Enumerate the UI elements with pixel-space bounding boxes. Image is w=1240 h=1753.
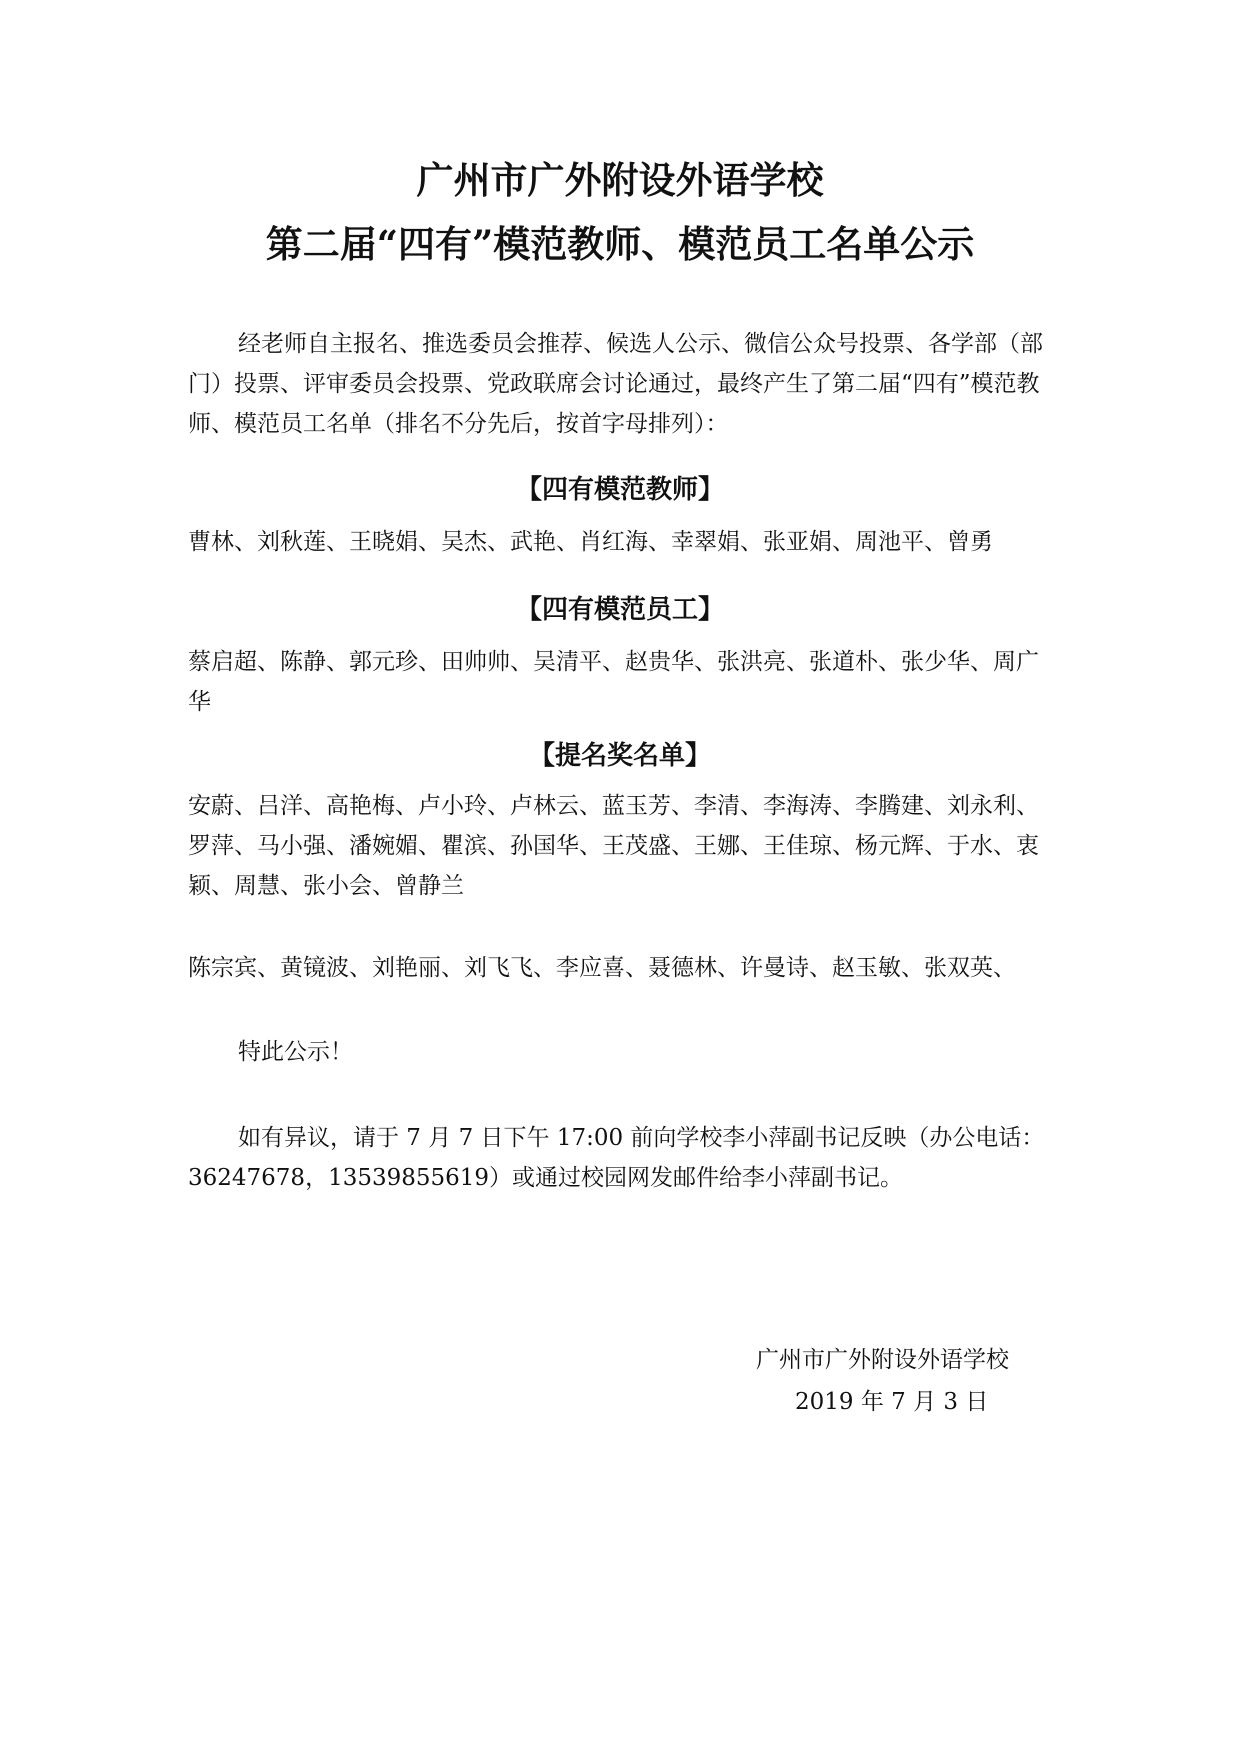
model-teachers-list: 曹林、刘秋莲、王晓娟、吴杰、武艳、肖红海、幸翠娟、张亚娟、周池平、曾勇: [188, 529, 993, 555]
closing-line: 特此公示！: [238, 1039, 353, 1065]
model-staff-list: 蔡启超、陈静、郭元珍、田帅帅、吴清平、赵贵华、张洪亮、张道朴、张少华、周广华: [188, 649, 1039, 715]
document-title: 广州市广外附设外语学校: [416, 158, 824, 202]
section-heading-model-staff: 【四有模范员工】: [515, 595, 724, 625]
nomination-list: 安蔚、吕洋、高艳梅、卢小玲、卢林云、蓝玉芳、李清、李海涛、李腾建、刘永利、罗萍、马小强、潘婉媚、瞿滨、孙国华、王茂盛、王娜、王佳琼、杨元辉、于水、衷颖、周慧、张小会、曾静兰: [188, 793, 1039, 899]
section-heading-nomination: 【提名奖名单】: [528, 741, 711, 771]
intro-paragraph: 经老师自主报名、推选委员会推荐、候选人公示、微信公众号投票、各学部（部门）投票、评审委员会投票、党政联席会讨论通过，最终产生了第二届“四有”模范教师、模范员工名单（排名不分先后，按首字母排列）：: [188, 331, 1043, 437]
nomination-list-extra: 陈宗宾、黄镜波、刘艳丽、刘飞飞、李应喜、聂德林、许曼诗、赵玉敏、张双英、: [188, 955, 1016, 981]
signature-date: 2019 年 7 月 3 日: [795, 1389, 989, 1415]
signature-organization: 广州市广外附设外语学校: [756, 1347, 1009, 1373]
document-subtitle: 第二届“四有”模范教师、模范员工名单公示: [265, 222, 975, 266]
objection-notice: 如有异议，请于 7 月 7 日下午 17:00 前向学校李小萍副书记反映（办公电话：36247678，13539855619）或通过校园网发邮件给李小萍副书记。: [188, 1125, 1045, 1191]
section-heading-model-teachers: 【四有模范教师】: [515, 475, 724, 505]
